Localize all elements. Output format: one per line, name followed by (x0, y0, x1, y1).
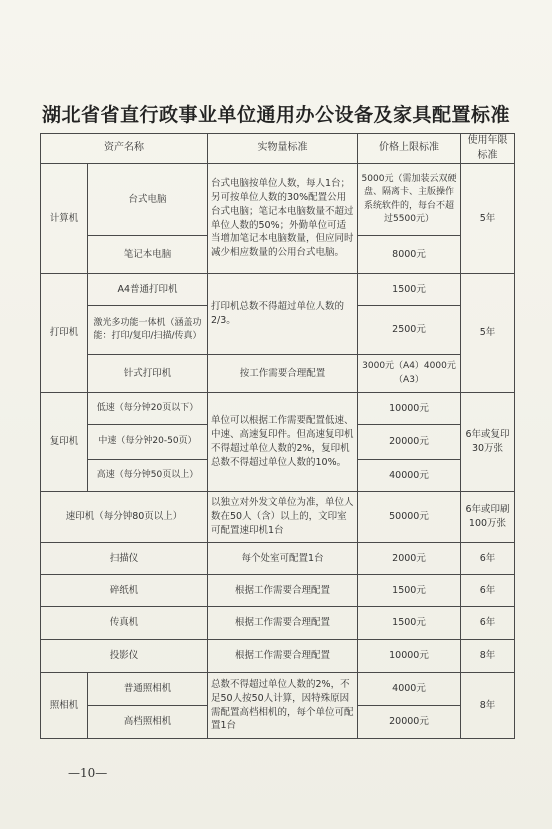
page-number: —10— (68, 766, 108, 780)
category-computer: 计算机 (41, 164, 88, 274)
life-fax: 6年 (461, 607, 515, 640)
table-row (41, 164, 515, 236)
category-copier: 复印机 (41, 393, 88, 492)
item-dot-printer: 针式打印机 (88, 355, 208, 393)
item-fax: 传真机 (41, 607, 208, 640)
table-header-row (41, 134, 515, 164)
table-row (41, 640, 515, 673)
header-standard: 实物量标准 (208, 134, 358, 164)
standard-copier: 单位可以根据工作需要配置低速、中速、高速复印件。但高速复印机不得超过单位人数的2%，复印机总数不得超过单位人数的10%。 (208, 393, 358, 492)
life-printer: 5年 (461, 274, 515, 393)
table-row (41, 274, 515, 306)
table-row (41, 492, 515, 543)
item-laptop: 笔记本电脑 (88, 236, 208, 274)
item-pro-camera: 高档照相机 (88, 706, 208, 739)
life-copier: 6年或复印30万张 (461, 393, 515, 492)
standard-duplicator: 以独立对外发文单位为准，单位人数在50人（含）以上的，文印室可配置速印机1台 (208, 492, 358, 543)
category-printer: 打印机 (41, 274, 88, 393)
life-scanner: 6年 (461, 543, 515, 575)
item-a4-printer: A4普通打印机 (88, 274, 208, 306)
table-row (41, 575, 515, 607)
life-camera: 8年 (461, 673, 515, 739)
price-shredder: 1500元 (358, 575, 461, 607)
price-dot-printer: 3000元（A4）4000元（A3） (358, 355, 461, 393)
price-copier-mid: 20000元 (358, 425, 461, 460)
standard-scanner: 每个处室可配置1台 (208, 543, 358, 575)
price-fax: 1500元 (358, 607, 461, 640)
price-copier-high: 40000元 (358, 460, 461, 492)
price-laptop: 8000元 (358, 236, 461, 274)
price-a4-printer: 1500元 (358, 274, 461, 306)
header-price: 价格上限标准 (358, 134, 461, 164)
item-projector: 投影仪 (41, 640, 208, 673)
table-row (41, 543, 515, 575)
table-row (41, 607, 515, 640)
table-row (41, 393, 515, 425)
page-title: 湖北省省直行政事业单位通用办公设备及家具配置标准 (41, 104, 510, 126)
item-desktop: 台式电脑 (88, 164, 208, 236)
standard-dot-printer: 按工作需要合理配置 (208, 355, 358, 393)
price-desktop: 5000元（需加装云双硬盘、隔离卡、主版操作系统软件的，每台不超过5500元） (358, 164, 461, 236)
item-mfp: 激光多功能一体机（涵盖功能：打印/复印/扫描/传真） (88, 306, 208, 355)
standard-computer: 台式电脑按单位人数，每人1台；另可按单位人数的30%配置公用台式电脑；笔记本电脑数量不超过单位人数的50%；外勤单位可适当增加笔记本电脑数量，但应同时减少相应数量的公用台式电脑。 (208, 164, 358, 274)
price-duplicator: 50000元 (358, 492, 461, 543)
price-projector: 10000元 (358, 640, 461, 673)
standard-printer: 打印机总数不得超过单位人数的2/3。 (208, 274, 358, 355)
item-shredder: 碎纸机 (41, 575, 208, 607)
standard-shredder: 根据工作需要合理配置 (208, 575, 358, 607)
price-mfp: 2500元 (358, 306, 461, 355)
standard-projector: 根据工作需要合理配置 (208, 640, 358, 673)
item-scanner: 扫描仪 (41, 543, 208, 575)
standard-fax: 根据工作需要合理配置 (208, 607, 358, 640)
item-copier-high: 高速（每分钟50页以上） (88, 460, 208, 492)
price-scanner: 2000元 (358, 543, 461, 575)
life-projector: 8年 (461, 640, 515, 673)
item-copier-mid: 中速（每分钟20-50页） (88, 425, 208, 460)
item-copier-low: 低速（每分钟20页以下） (88, 393, 208, 425)
price-normal-camera: 4000元 (358, 673, 461, 706)
category-camera: 照相机 (41, 673, 88, 739)
life-duplicator: 6年或印刷100万张 (461, 492, 515, 543)
price-copier-low: 10000元 (358, 393, 461, 425)
item-duplicator: 速印机（每分钟80页以上） (41, 492, 208, 543)
header-asset: 资产名称 (41, 134, 208, 164)
item-normal-camera: 普通照相机 (88, 673, 208, 706)
life-shredder: 6年 (461, 575, 515, 607)
header-life: 使用年限标准 (461, 134, 515, 164)
equipment-standards-table (40, 133, 515, 739)
price-pro-camera: 20000元 (358, 706, 461, 739)
standard-camera: 总数不得超过单位人数的2%，不足50人按50人计算，因特殊原因需配置高档相机的，每个单位可配置1台 (208, 673, 358, 739)
table-row (41, 355, 515, 393)
life-computer: 5年 (461, 164, 515, 274)
table-row (41, 673, 515, 706)
